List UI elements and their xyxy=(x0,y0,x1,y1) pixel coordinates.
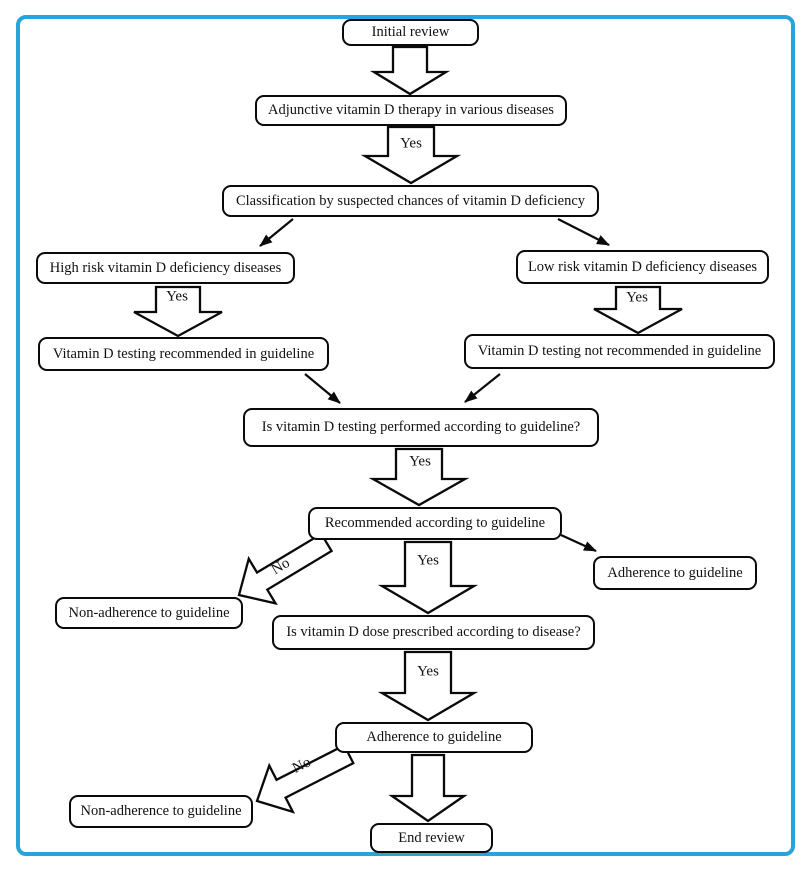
node-adherence-right-label: Adherence to guideline xyxy=(607,564,743,581)
node-dose-prescribed-question xyxy=(272,615,595,650)
node-low-risk-label: Low risk vitamin D deficiency diseases xyxy=(527,258,758,275)
node-initial-review-label: Initial review xyxy=(371,24,450,40)
connector-recommended-to-adherence xyxy=(561,535,596,551)
label-no-recommended: No xyxy=(268,554,293,579)
node-recommended-according-label: Recommended according to guideline xyxy=(324,515,546,531)
node-initial-review xyxy=(342,19,479,46)
node-non-adherence-lower xyxy=(69,795,253,828)
node-adherence-bottom xyxy=(335,722,533,753)
label-yes-testing: Yes xyxy=(409,453,431,470)
node-testing-recommended xyxy=(38,337,329,371)
node-high-risk xyxy=(36,252,295,284)
node-classification xyxy=(222,185,599,217)
node-adjunctive-therapy xyxy=(255,95,567,126)
label-yes-recommended: Yes xyxy=(417,552,439,569)
label-yes-dose: Yes xyxy=(417,663,439,680)
node-classification-label: Classification by suspected chances of vitamin D deficiency xyxy=(235,192,586,209)
label-yes-low-risk: Yes xyxy=(626,289,648,306)
label-no-adherence: No xyxy=(289,754,314,777)
connector-classification-to-highrisk xyxy=(260,219,293,246)
label-yes-adjunctive: Yes xyxy=(400,135,422,152)
node-testing-performed-label: Is vitamin D testing performed according to guideline? xyxy=(261,419,581,435)
node-dose-prescribed-label: Is vitamin D dose prescribed according to disease? xyxy=(286,624,581,640)
node-adherence-right xyxy=(593,556,757,590)
node-high-risk-label: High risk vitamin D deficiency diseases xyxy=(49,259,282,276)
node-end-review xyxy=(370,823,493,853)
hollow-arrow-initial-to-adjunctive xyxy=(374,47,446,94)
node-low-risk xyxy=(516,250,769,284)
connector-classification-to-lowrisk xyxy=(558,219,609,245)
node-adjunctive-therapy-label: Adjunctive vitamin D therapy in various diseases xyxy=(268,102,554,118)
node-testing-not-recommended xyxy=(464,334,775,369)
node-adherence-bottom-label: Adherence to guideline xyxy=(366,729,502,745)
connector-testingrec-to-question xyxy=(305,374,340,403)
node-non-adherence-upper xyxy=(55,597,243,629)
connector-testingnotrec-to-question xyxy=(465,374,500,402)
node-testing-not-recommended-label: Vitamin D testing not recommended in guideline xyxy=(477,343,762,359)
node-testing-performed-question xyxy=(243,408,599,447)
node-end-review-label: End review xyxy=(398,829,465,846)
node-testing-recommended-label: Vitamin D testing recommended in guideline xyxy=(52,345,315,362)
hollow-arrow-dose-to-adherence xyxy=(382,652,474,720)
node-non-adherence-lower-label: Non-adherence to guideline xyxy=(80,803,242,819)
node-non-adherence-upper-label: Non-adherence to guideline xyxy=(68,604,230,621)
node-recommended-according xyxy=(308,507,562,540)
hollow-arrow-adherence-to-end xyxy=(392,755,464,821)
label-yes-high-risk: Yes xyxy=(166,288,188,305)
